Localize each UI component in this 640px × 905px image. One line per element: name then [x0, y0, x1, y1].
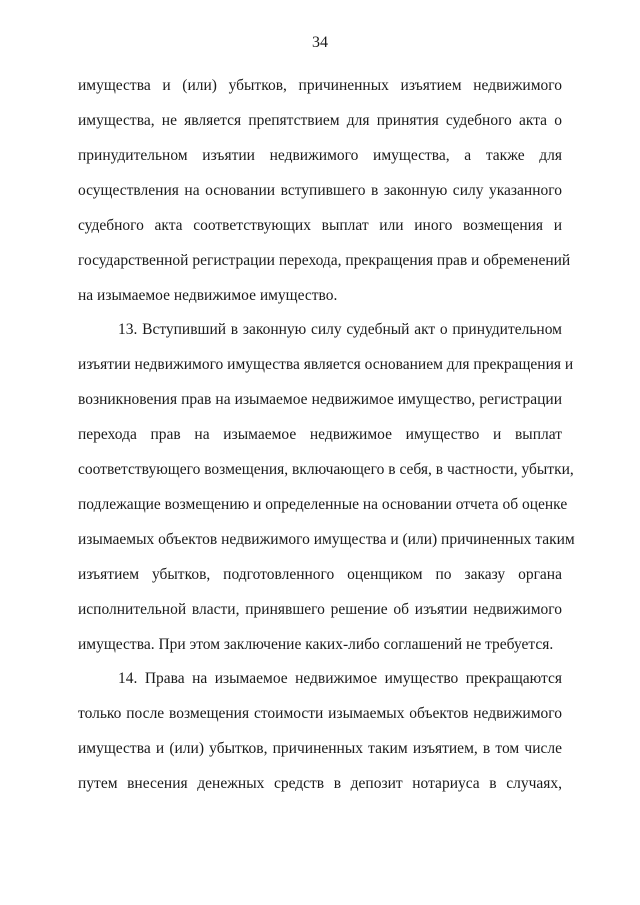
page-number: 34: [312, 34, 328, 51]
text-line: соответствующего возмещения, включающего в себя, в частности, убытки,: [78, 461, 574, 478]
text-line: исполнительной власти, принявшего решение об изъятии недвижимого: [78, 601, 562, 618]
text-line: изъятием убытков, подготовленного оценщиком по заказу органа: [78, 566, 562, 583]
text-line: судебного акта соответствующих выплат или иного возмещения и: [78, 217, 562, 234]
text-line: возникновения прав на изымаемое недвижимое имущество, регистрации: [78, 391, 562, 408]
text-line: государственной регистрации перехода, прекращения прав и обременений: [78, 252, 571, 269]
paragraph-14-first-line: 14. Права на изымаемое недвижимое имущество прекращаются: [118, 670, 562, 687]
text-line: имущества, не является препятствием для принятия судебного акта о: [78, 112, 562, 129]
text-line: имущества и (или) убытков, причиненных изъятием недвижимого: [78, 77, 562, 94]
paragraph-13-first-line: 13. Вступивший в законную силу судебный акт о принудительном: [118, 321, 562, 338]
text-line: на изымаемое недвижимое имущество.: [78, 287, 338, 304]
text-line: осуществления на основании вступившего в законную силу указанного: [78, 182, 562, 199]
text-line: подлежащие возмещению и определенные на основании отчета об оценке: [78, 496, 568, 513]
text-line: только после возмещения стоимости изымаемых объектов недвижимого: [78, 705, 562, 722]
text-line: принудительном изъятии недвижимого имущества, а также для: [78, 147, 562, 164]
text-line: имущества и (или) убытков, причиненных таким изъятием, в том числе: [78, 740, 562, 757]
text-line: путем внесения денежных средств в депозит нотариуса в случаях,: [78, 775, 562, 792]
text-line: перехода прав на изымаемое недвижимое имущество и выплат: [78, 426, 562, 443]
text-line: изъятии недвижимого имущества является основанием для прекращения и: [78, 356, 574, 373]
text-line: изымаемых объектов недвижимого имущества и (или) причиненных таким: [78, 531, 575, 548]
text-line: имущества. При этом заключение каких-либо соглашений не требуется.: [78, 636, 554, 653]
